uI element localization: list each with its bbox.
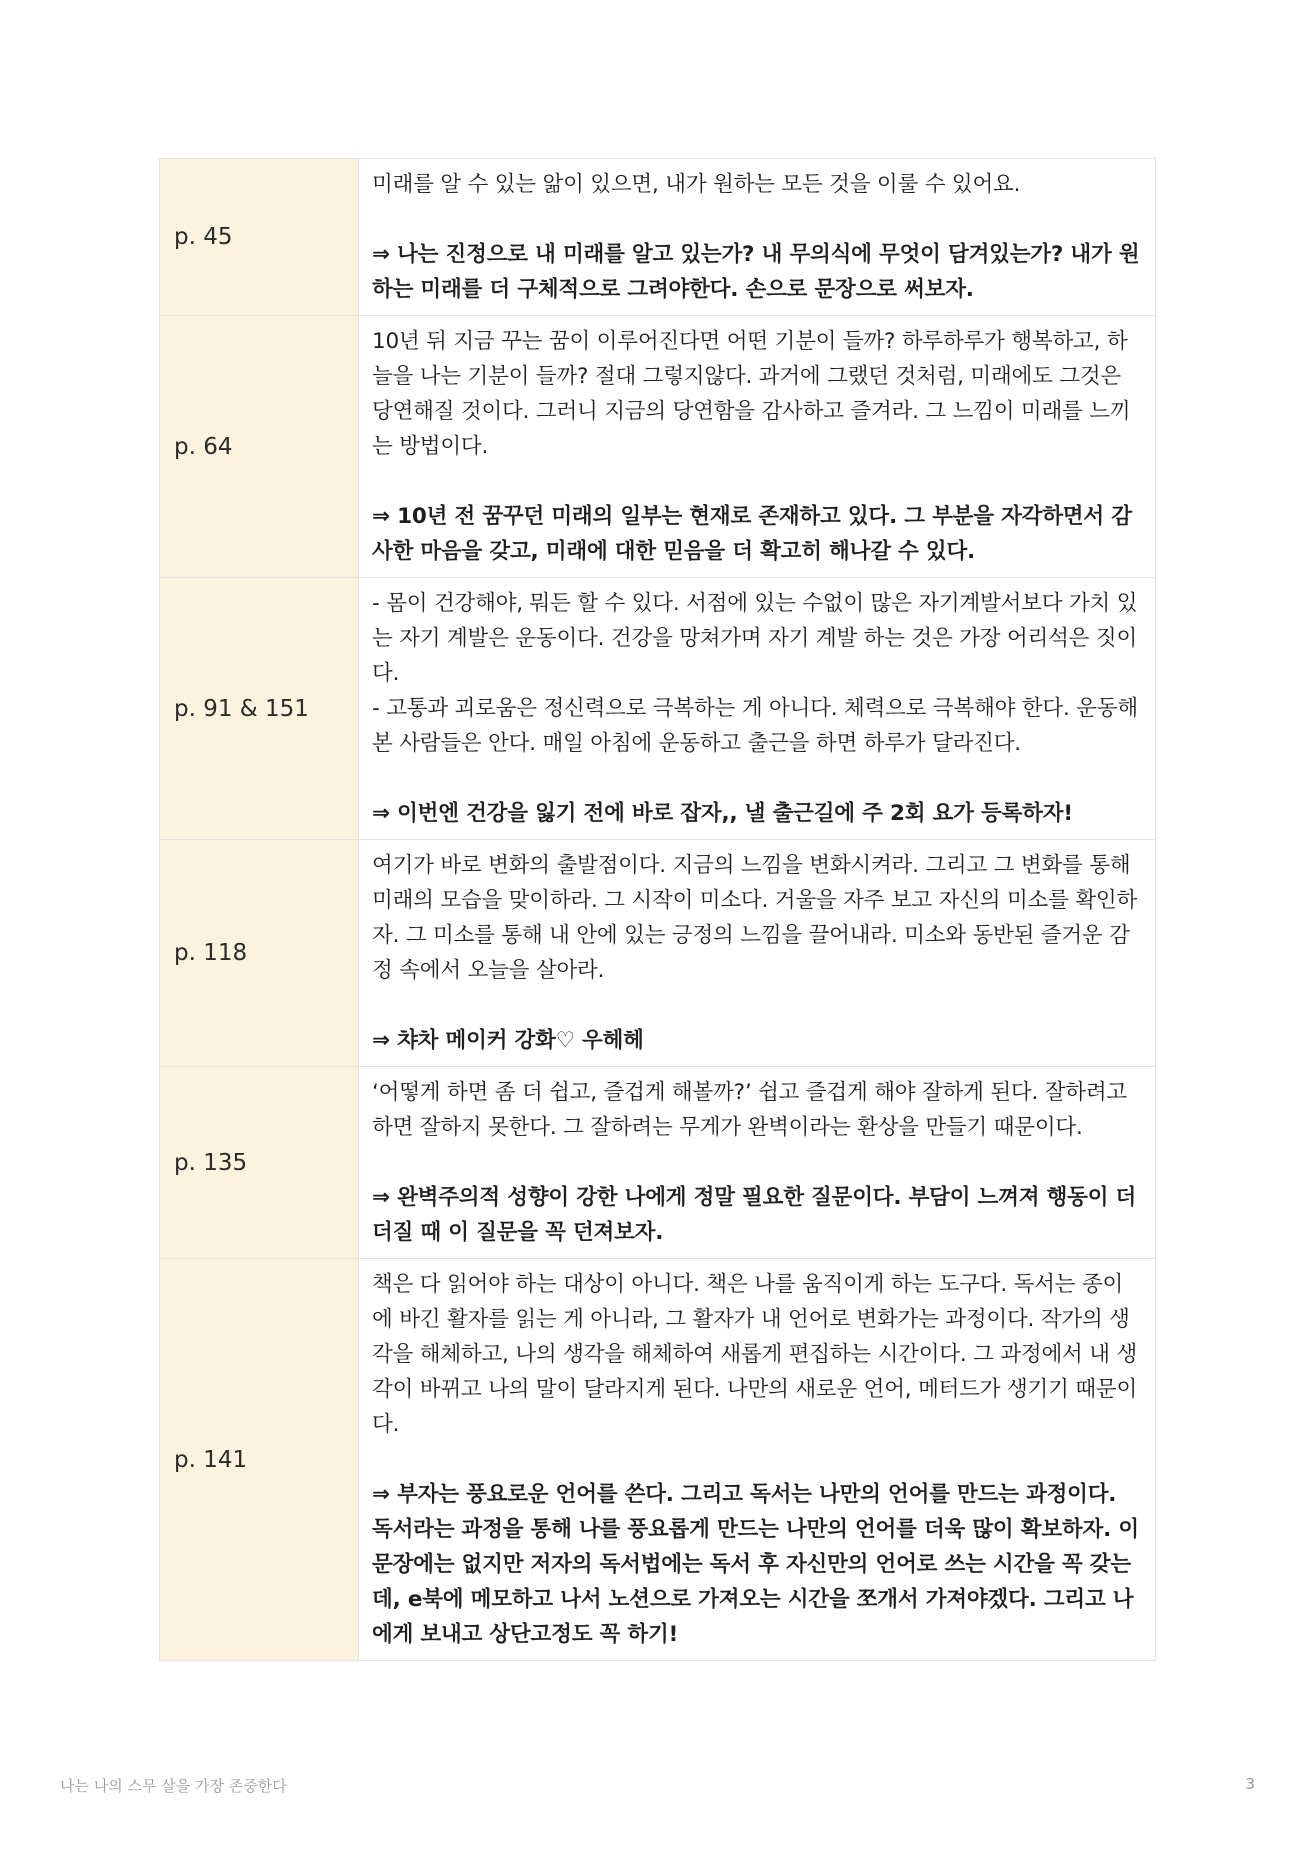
footer-page-number: 3 [1245, 1775, 1255, 1793]
note-content [359, 840, 1156, 1067]
page-reference: p. 91 & 151 [160, 578, 359, 840]
personal-reflection: ⇒ 10년 전 꿈꾸던 미래의 일부는 현재로 존재하고 있다. 그 부분을 자각하면서 감사한 마음을 갖고, 미래에 대한 믿음을 더 확고히 해나갈 수 있다. [372, 504, 1132, 564]
page-reference: p. 118 [160, 840, 359, 1067]
note-content [359, 1259, 1156, 1661]
table-row [160, 1067, 1156, 1259]
book-quote: 여기가 바로 변화의 출발점이다. 지금의 느낌을 변화시켜라. 그리고 그 변화를 통해 미래의 모습을 맞이하라. 그 시작이 미소다. 거울을 자주 보고 자신의 미소를 확인하자. 그 미소를 통해 내 안에 있는 긍정의 느낌을 끌어내라. 미소와 동반된 즐거운 감정 속에서 오늘을 살아라. [372, 853, 1138, 983]
book-quote: 10년 뒤 지금 꾸는 꿈이 이루어진다면 어떤 기분이 들까? 하루하루가 행복하고, 하늘을 나는 기분이 들까? 절대 그렇지않다. 과거에 그랬던 것처럼, 미래에도 그것은 당연해질 것이다. 그러니 지금의 당연함을 감사하고 즐겨라. 그 느낌이 미래를 느끼는 방법이다. [372, 329, 1131, 459]
note-content [359, 316, 1156, 578]
personal-reflection: ⇒ 챠차 메이커 강화♡ 우헤헤 [372, 1028, 644, 1053]
personal-reflection: ⇒ 부자는 풍요로운 언어를 쓴다. 그리고 독서는 나만의 언어를 만드는 과정이다. 독서라는 과정을 통해 나를 풍요롭게 만드는 나만의 언어를 더욱 많이 확보하자. 이 문장에는 없지만 저자의 독서법에는 독서 후 자신만의 언어로 쓰는 시간을 꼭 갖는데, e북에 메모하고 나서 노션으로 가져오는 시간을 쪼개서 가져야겠다. 그리고 나에게 보내고 상단고정도 꼭 하기! [372, 1482, 1139, 1647]
book-quote: - 몸이 건강해야, 뭐든 할 수 있다. 서점에 있는 수없이 많은 자기계발서보다 가치 있는 자기 계발은 운동이다. 건강을 망쳐가며 자기 계발 하는 것은 가장 어리석은 짓이다. - 고통과 괴로움은 정신력으로 극복하는 게 아니다. 체력으로 극복해야 한다. 운동해본 사람들은 안다. 매일 아침에 운동하고 출근을 하면 하루가 달라진다. [372, 591, 1138, 756]
page-reference: p. 135 [160, 1067, 359, 1259]
footer-document-title: 나는 나의 스무 살을 가장 존중한다 [60, 1777, 287, 1795]
table-row [160, 316, 1156, 578]
table-row [160, 578, 1156, 840]
note-content [359, 159, 1156, 316]
table-row [160, 840, 1156, 1067]
book-quote: 미래를 알 수 있는 앎이 있으면, 내가 원하는 모든 것을 이룰 수 있어요. [372, 172, 1021, 197]
personal-reflection: ⇒ 이번엔 건강을 잃기 전에 바로 잡자,, 낼 출근길에 주 2회 요가 등록하자! [372, 801, 1073, 826]
personal-reflection: ⇒ 나는 진정으로 내 미래를 알고 있는가? 내 무의식에 무엇이 담겨있는가? 내가 원하는 미래를 더 구체적으로 그려야한다. 손으로 문장으로 써보자. [372, 242, 1140, 302]
reading-notes-table [159, 158, 1156, 1661]
personal-reflection: ⇒ 완벽주의적 성향이 강한 나에게 정말 필요한 질문이다. 부담이 느껴져 행동이 더 더질 때 이 질문을 꼭 던져보자. [372, 1185, 1137, 1245]
table-row [160, 159, 1156, 316]
page-reference: p. 141 [160, 1259, 359, 1661]
table-row [160, 1259, 1156, 1661]
page-reference: p. 45 [160, 159, 359, 316]
page-reference: p. 64 [160, 316, 359, 578]
book-quote: 책은 다 읽어야 하는 대상이 아니다. 책은 나를 움직이게 하는 도구다. 독서는 종이에 바긴 활자를 읽는 게 아니라, 그 활자가 내 언어로 변화가는 과정이다. 작가의 생각을 해체하고, 나의 생각을 해체하여 새롭게 편집하는 시간이다. 그 과정에서 내 생각이 바뀌고 나의 말이 달라지게 된다. 나만의 새로운 언어, 메터드가 생기기 때문이다. [372, 1272, 1138, 1437]
note-content [359, 1067, 1156, 1259]
book-quote: ‘어떻게 하면 좀 더 쉽고, 즐겁게 해볼까?’ 쉽고 즐겁게 해야 잘하게 된다. 잘하려고 하면 잘하지 못한다. 그 잘하려는 무게가 완벽이라는 환상을 만들기 때문이다. [372, 1080, 1128, 1140]
note-content [359, 578, 1156, 840]
